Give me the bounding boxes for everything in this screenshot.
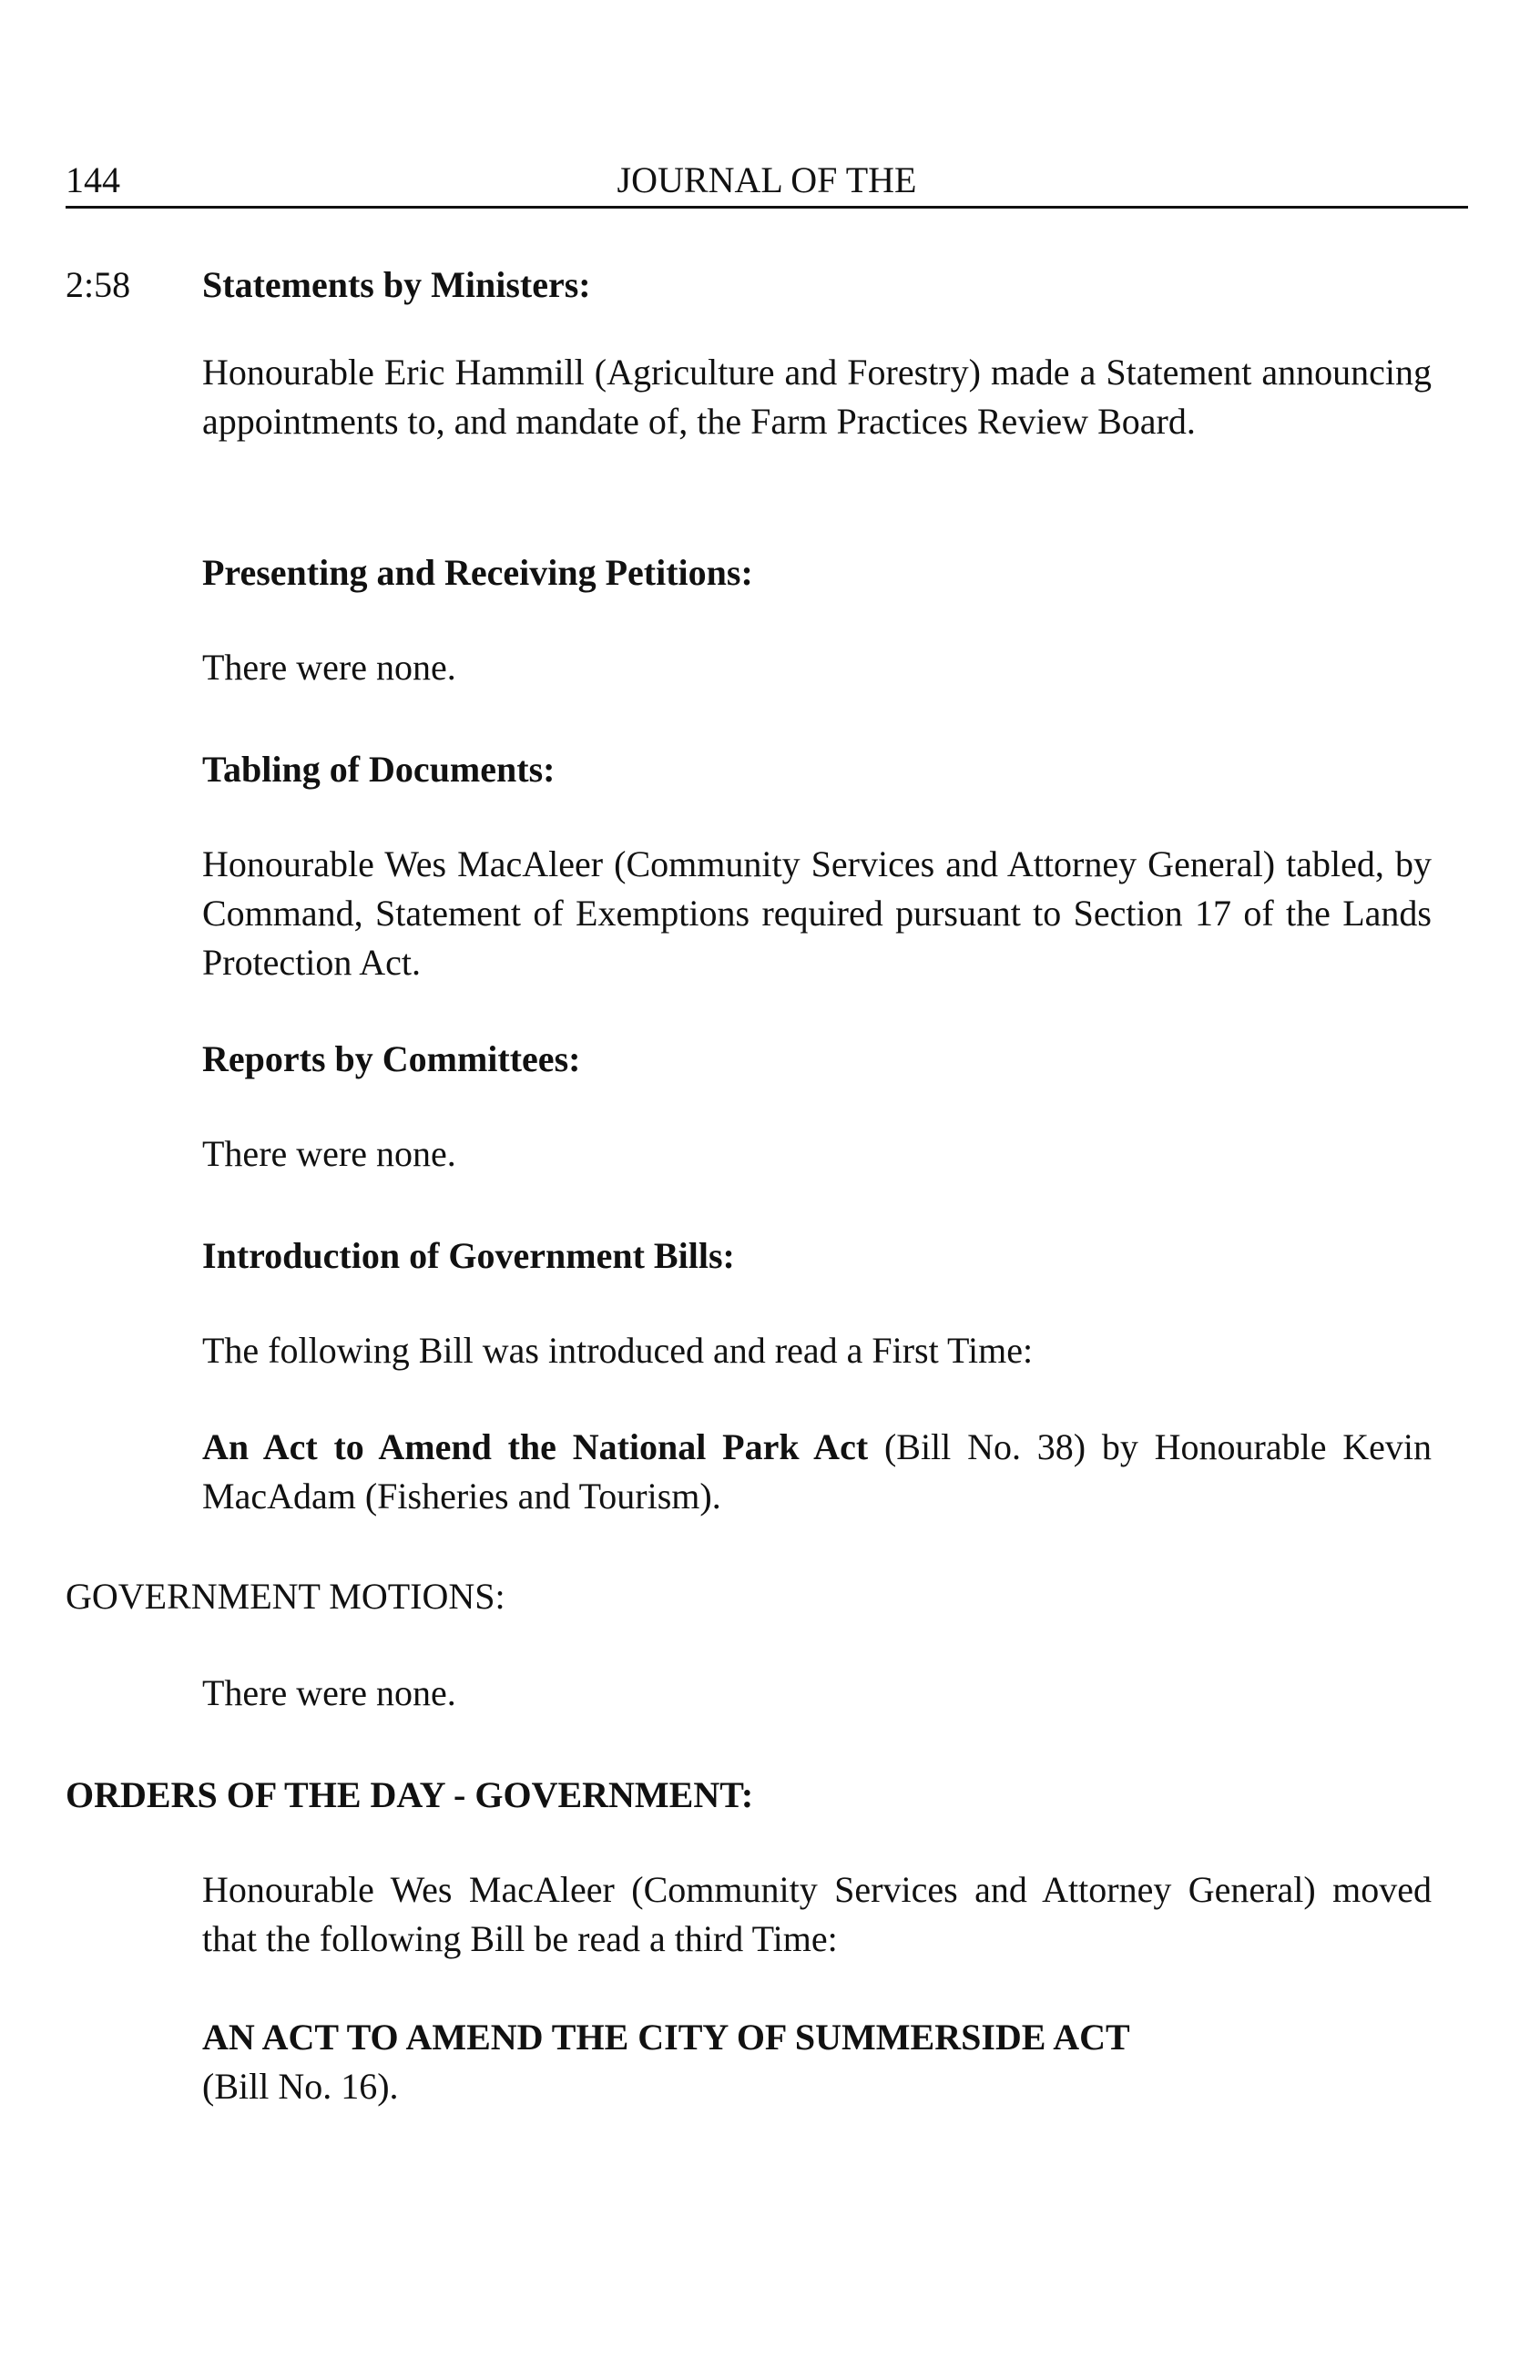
- statements-text: Honourable Eric Hammill (Agriculture and Forestry) made a Statement announcing appointments to, and mandate of, the Farm Practices Review Board.: [202, 352, 1432, 442]
- third-reading-bill-number: (Bill No. 16).: [202, 2066, 399, 2107]
- committees-heading: Reports by Committees:: [202, 1038, 581, 1079]
- government-bills-text: The following Bill was introduced and read a First Time:: [202, 1330, 1034, 1371]
- government-bill-entry: [202, 1423, 1432, 1521]
- government-bill-title: An Act to Amend the National Park Act: [202, 1426, 869, 1467]
- statements-heading: Statements by Ministers:: [202, 264, 591, 305]
- tabling-heading: Tabling of Documents:: [202, 749, 556, 790]
- page-number: 144: [66, 159, 120, 200]
- third-reading-bill-title: AN ACT TO AMEND THE CITY OF SUMMERSIDE ACT: [202, 2017, 1130, 2058]
- tabling-text: Honourable Wes MacAleer (Community Services and Attorney General) tabled, by Command, Statement of Exemptions required pursuant to Section 17 of the Lands Protection Act.: [202, 843, 1432, 983]
- government-motions-heading: GOVERNMENT MOTIONS:: [66, 1576, 505, 1617]
- petitions-text: There were none.: [202, 647, 456, 688]
- committees-text: There were none.: [202, 1133, 456, 1174]
- running-title: JOURNAL OF THE: [617, 159, 917, 200]
- government-bills-heading: Introduction of Government Bills:: [202, 1235, 735, 1276]
- orders-of-day-text: Honourable Wes MacAleer (Community Services and Attorney General) moved that the following Bill be read a third Time:: [202, 1869, 1432, 1959]
- page-header: [66, 155, 1468, 209]
- government-motions-text: There were none.: [202, 1672, 456, 1713]
- government-bill-details: (Bill No. 38) by Honourable Kevin MacAdam (Fisheries and Tourism).: [202, 1426, 1433, 1517]
- sitting-time: 2:58: [66, 264, 131, 305]
- orders-of-day-heading: ORDERS OF THE DAY - GOVERNMENT:: [66, 1774, 754, 1815]
- petitions-heading: Presenting and Receiving Petitions:: [202, 552, 753, 593]
